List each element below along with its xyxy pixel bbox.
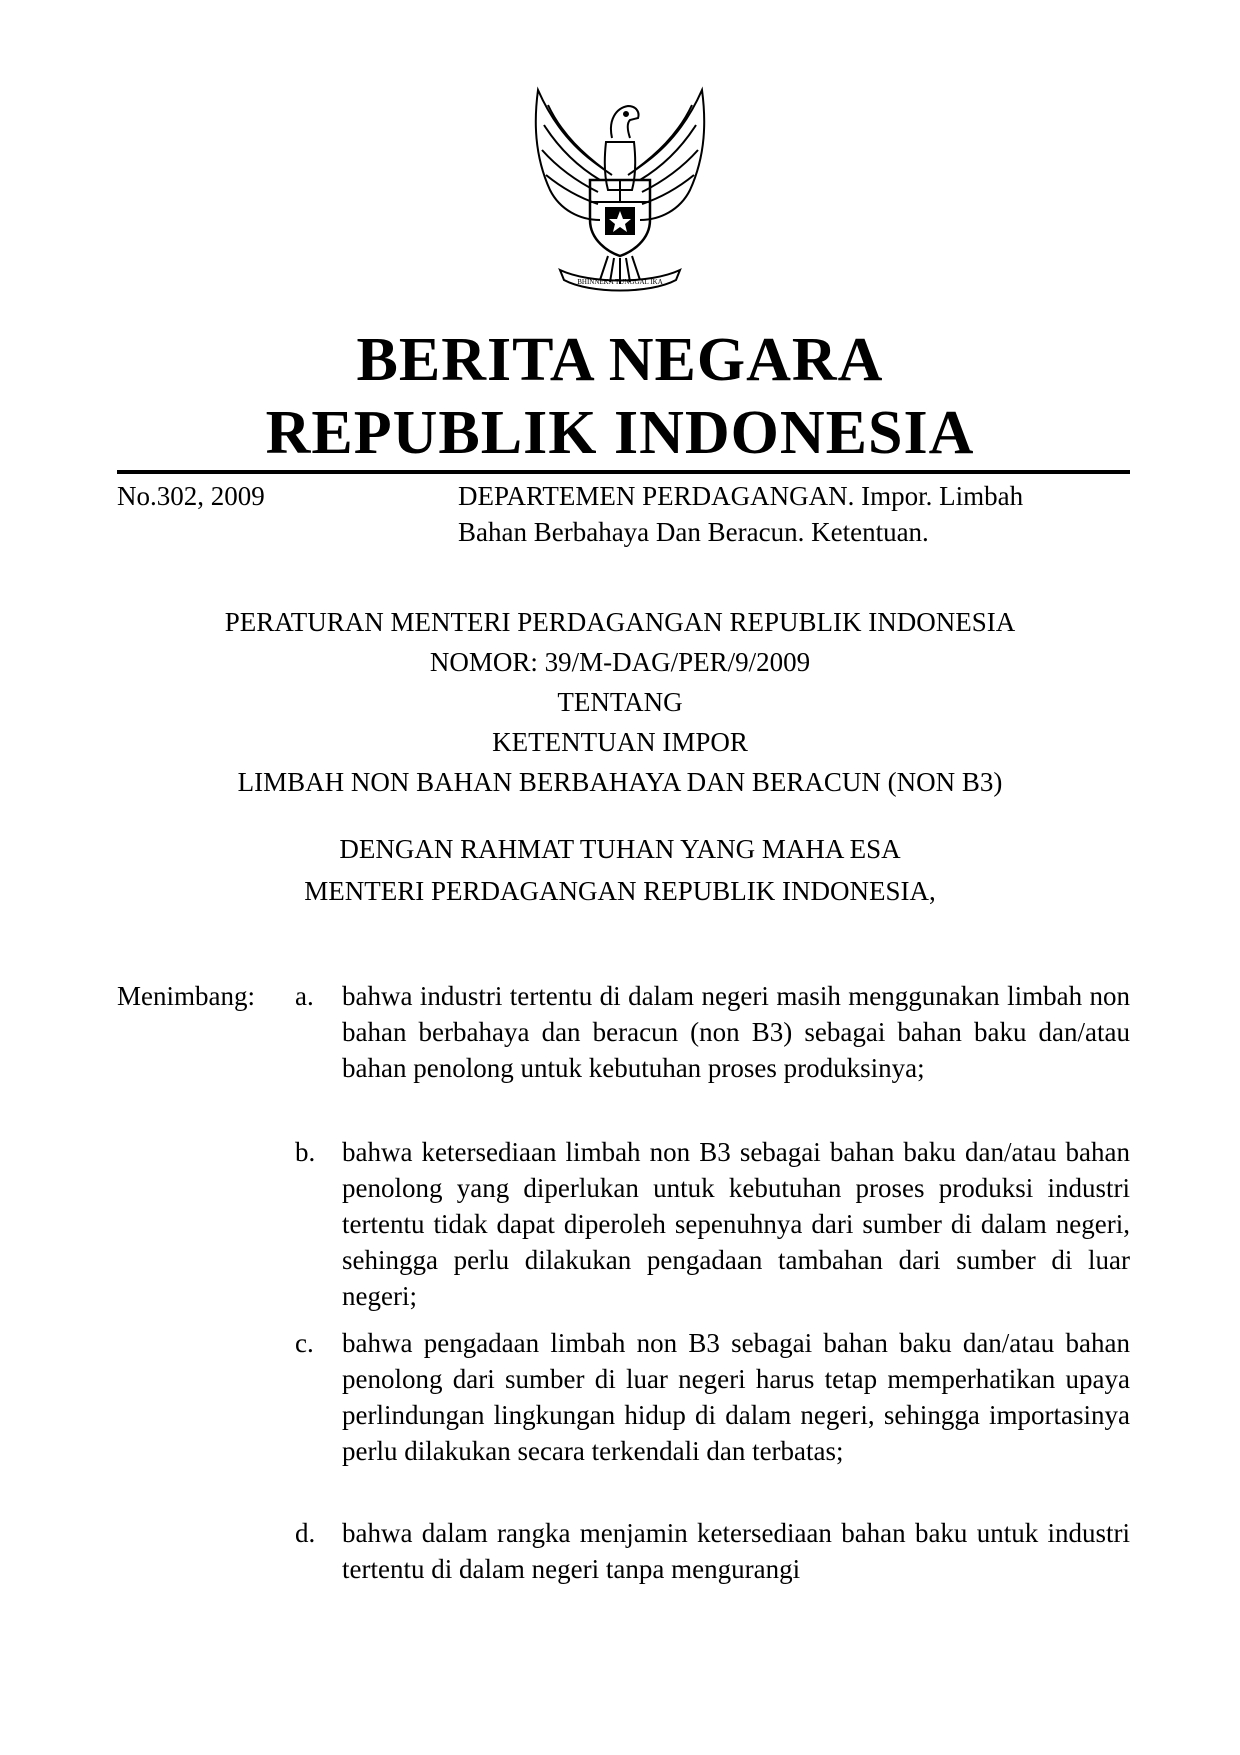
- menimbang-item-letter: b.: [295, 1137, 316, 1167]
- menimbang-item-text: bahwa dalam rangka menjamin ketersediaan bahan baku untuk industri tertentu di dalam negeri tanpa mengurangi: [342, 1518, 1130, 1584]
- issue-number: No.302, 2009: [117, 481, 265, 511]
- regulation-subject-line1: KETENTUAN IMPOR: [492, 727, 748, 757]
- regulation-subject-line2: LIMBAH NON BAHAN BERBAHAYA DAN BERACUN (NON B3): [237, 767, 1003, 797]
- menimbang-item-letter: c.: [295, 1328, 314, 1358]
- invocation-line1: DENGAN RAHMAT TUHAN YANG MAHA ESA: [339, 834, 901, 864]
- masthead-title-line2: REPUBLIK INDONESIA: [265, 399, 975, 467]
- menimbang-item-letter: d.: [295, 1518, 316, 1548]
- garuda-pancasila-emblem-icon: [520, 80, 720, 300]
- issue-department: [458, 478, 1130, 550]
- masthead-title-line1: BERITA NEGARA: [356, 326, 884, 394]
- invocation-line2: MENTERI PERDAGANGAN REPUBLIK INDONESIA,: [304, 876, 936, 906]
- emblem-motto: BHINNEKA TUNGGAL IKA: [577, 278, 663, 286]
- menimbang-item-text: bahwa ketersediaan limbah non B3 sebagai bahan baku dan/atau bahan penolong yang diperlukan untuk kebutuhan proses produksi industri tertentu tidak dapat diperoleh sepenuhnya dari sumber di dalam negeri, sehingga perlu dilakukan pengadaan tambahan dari sumber di luar negeri;: [342, 1137, 1130, 1311]
- issue-department-line1: DEPARTEMEN PERDAGANGAN. Impor. Limbah: [458, 481, 1024, 511]
- invocation: [0, 828, 1240, 912]
- masthead-rule: [117, 470, 1130, 474]
- issue-department-line2: Bahan Berbahaya Dan Beracun. Ketentuan.: [458, 517, 929, 547]
- regulation-title: [0, 602, 1240, 802]
- regulation-number: NOMOR: 39/M-DAG/PER/9/2009: [429, 647, 811, 677]
- menimbang-label: Menimbang:: [117, 981, 255, 1011]
- menimbang-item-text: bahwa industri tertentu di dalam negeri masih menggunakan limbah non bahan berbahaya dan beracun (non B3) sebagai bahan baku dan/atau bahan penolong untuk kebutuhan proses produksinya;: [342, 981, 1130, 1083]
- menimbang-item-letter: a.: [295, 981, 314, 1011]
- regulation-title-line1: PERATURAN MENTERI PERDAGANGAN REPUBLIK INDONESIA: [224, 607, 1016, 637]
- menimbang-item-text: bahwa pengadaan limbah non B3 sebagai bahan baku dan/atau bahan penolong dari sumber di luar negeri harus tetap memperhatikan upaya perlindungan lingkungan hidup di dalam negeri, sehingga importasinya perlu dilakukan secara terkendali dan terbatas;: [342, 1328, 1130, 1466]
- regulation-tentang: TENTANG: [557, 687, 683, 717]
